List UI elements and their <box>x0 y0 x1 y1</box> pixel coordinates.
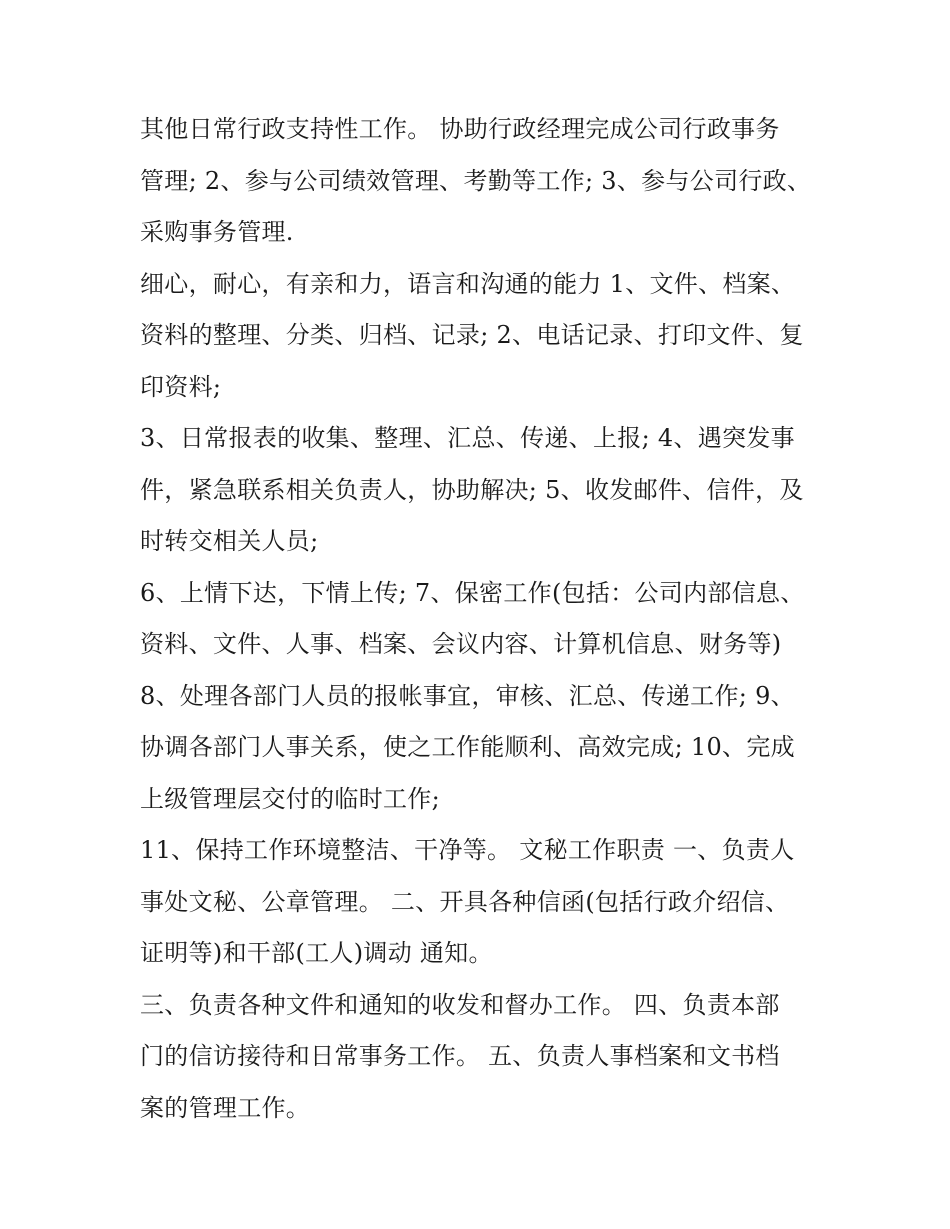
text-line: 3、日常报表的收集、整理、汇总、传递、上报; 4、遇突发事 <box>140 424 795 452</box>
text-line: 采购事务管理. <box>140 218 294 246</box>
text-line: 印资料; <box>140 372 222 401</box>
text-line: 11、保持工作环境整洁、干净等。 文秘工作职责 一、负责人 <box>140 836 795 864</box>
text-line: 协调各部门人事关系，使之工作能顺利、高效完成; 10、完成 <box>140 733 795 761</box>
text-line: 上级管理层交付的临时工作; <box>140 784 440 813</box>
text-line: 细心，耐心，有亲和力，语言和沟通的能力 1、文件、档案、 <box>140 269 796 298</box>
text-line: 6、上情下达，下情上传; 7、保密工作(包括：公司内部信息、 <box>140 578 805 607</box>
text-line: 证明等)和干部(工人)调动 通知。 <box>140 939 493 967</box>
text-line: 三、负责各种文件和通知的收发和督办工作。 四、负责本部 <box>140 990 780 1019</box>
text-line: 其他日常行政支持性工作。 协助行政经理完成公司行政事务 <box>140 115 780 143</box>
document-body <box>140 104 820 1134</box>
text-line: 事处文秘、公章管理。 二、开具各种信函(包括行政介绍信、 <box>140 887 790 916</box>
text-line: 资料、文件、人事、档案、会议内容、计算机信息、财务等) <box>140 630 782 658</box>
text-line: 案的管理工作。 <box>140 1093 311 1122</box>
text-line: 件，紧急联系相关负责人，协助解决; 5、收发邮件、信件，及 <box>140 475 804 504</box>
text-line: 门的信访接待和日常事务工作。 五、负责人事档案和文书档 <box>140 1042 780 1070</box>
text-line: 8、处理各部门人员的报帐事宜，审核、汇总、传递工作; 9、 <box>140 681 795 710</box>
text-line: 时转交相关人员; <box>140 527 319 555</box>
text-line: 管理; 2、参与公司绩效管理、考勤等工作; 3、参与公司行政、 <box>140 166 812 195</box>
text-line: 资料的整理、分类、归档、记录; 2、电话记录、打印文件、复 <box>140 321 804 349</box>
